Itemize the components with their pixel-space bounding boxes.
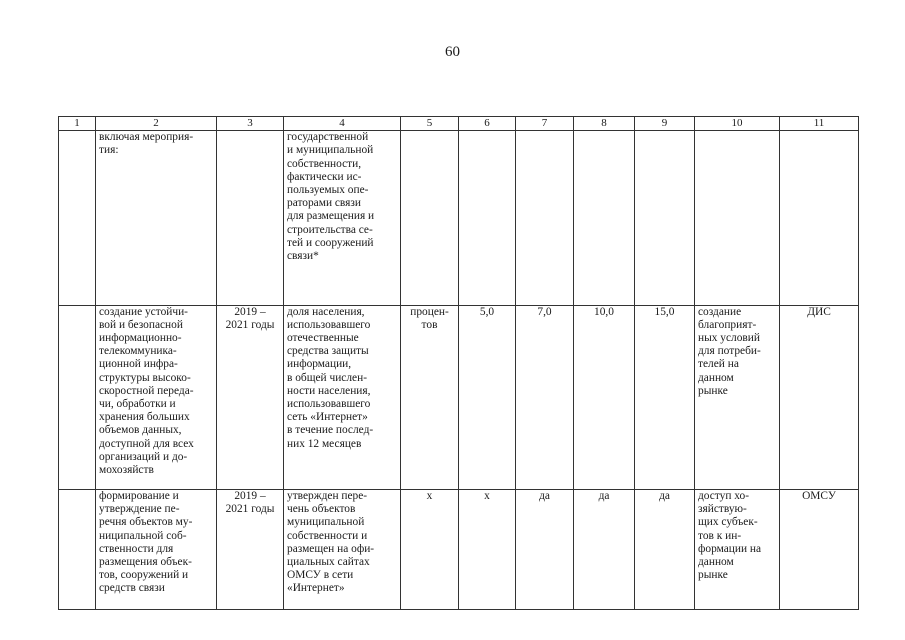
table-cell — [780, 131, 859, 305]
table-cell: создание устойчи- вой и безопасной информационно- телекоммуника- ционной инфра- структуры высоко- скоростной переда- чи, обработки и хранения больших объемов данных, доступной для всех организаций и до- мохозяйств — [96, 305, 217, 489]
table-cell: утвержден пере- чень объектов муниципальной собственности и размещен на офи- циальных сайтах ОМСУ в сети «Интернет» — [284, 490, 401, 610]
table-cell: доля населения, использовавшего отечественные средства защиты информации, в общей числен- ности населения, использовавшего сеть «Интернет» в течение послед- них 12 месяцев — [284, 305, 401, 489]
table-row — [59, 131, 859, 305]
table-cell: формирование и утверждение пе- речня объектов му- ниципальной соб- ственности для размещения объек- тов, сооружений и средств связи — [96, 490, 217, 610]
table-cell — [516, 131, 574, 305]
table-cell — [59, 305, 96, 489]
column-header: 10 — [695, 117, 780, 131]
table-cell: включая мероприя- тия: — [96, 131, 217, 305]
table-row — [59, 305, 859, 489]
table-cell: создание благоприят- ных условий для потреби- телей на данном рынке — [695, 305, 780, 489]
column-header: 7 — [516, 117, 574, 131]
column-header: 5 — [401, 117, 459, 131]
table-cell: 2019 – 2021 годы — [217, 490, 284, 610]
table-cell: ОМСУ — [780, 490, 859, 610]
column-header: 6 — [459, 117, 516, 131]
table-cell: доступ хо- зяйствую- щих субъек- тов к ин- формации на данном рынке — [695, 490, 780, 610]
events-table — [58, 116, 859, 610]
table-cell: государственной и муниципальной собственности, фактически ис- пользуемых опе- раторами связи для размещения и строительства се- тей и сооружений связи* — [284, 131, 401, 305]
table-cell — [574, 131, 635, 305]
column-header: 9 — [635, 117, 695, 131]
table-cell: 7,0 — [516, 305, 574, 489]
table-row — [59, 490, 859, 610]
table-cell — [401, 131, 459, 305]
column-header: 11 — [780, 117, 859, 131]
table-cell — [459, 131, 516, 305]
table-cell: 15,0 — [635, 305, 695, 489]
table-cell — [695, 131, 780, 305]
table-cell: 10,0 — [574, 305, 635, 489]
table-cell: 2019 – 2021 годы — [217, 305, 284, 489]
column-header: 3 — [217, 117, 284, 131]
column-header: 2 — [96, 117, 217, 131]
table-cell: да — [574, 490, 635, 610]
column-header: 1 — [59, 117, 96, 131]
table-cell — [217, 131, 284, 305]
table-cell: х — [459, 490, 516, 610]
table-cell — [59, 490, 96, 610]
table-cell: процен- тов — [401, 305, 459, 489]
page-number: 60 — [445, 44, 460, 60]
table-cell: 5,0 — [459, 305, 516, 489]
table-cell: да — [635, 490, 695, 610]
header-row — [59, 117, 859, 131]
column-header: 4 — [284, 117, 401, 131]
table-cell — [59, 131, 96, 305]
table-cell: да — [516, 490, 574, 610]
table-cell: х — [401, 490, 459, 610]
table-cell: ДИС — [780, 305, 859, 489]
column-header: 8 — [574, 117, 635, 131]
table-cell — [635, 131, 695, 305]
